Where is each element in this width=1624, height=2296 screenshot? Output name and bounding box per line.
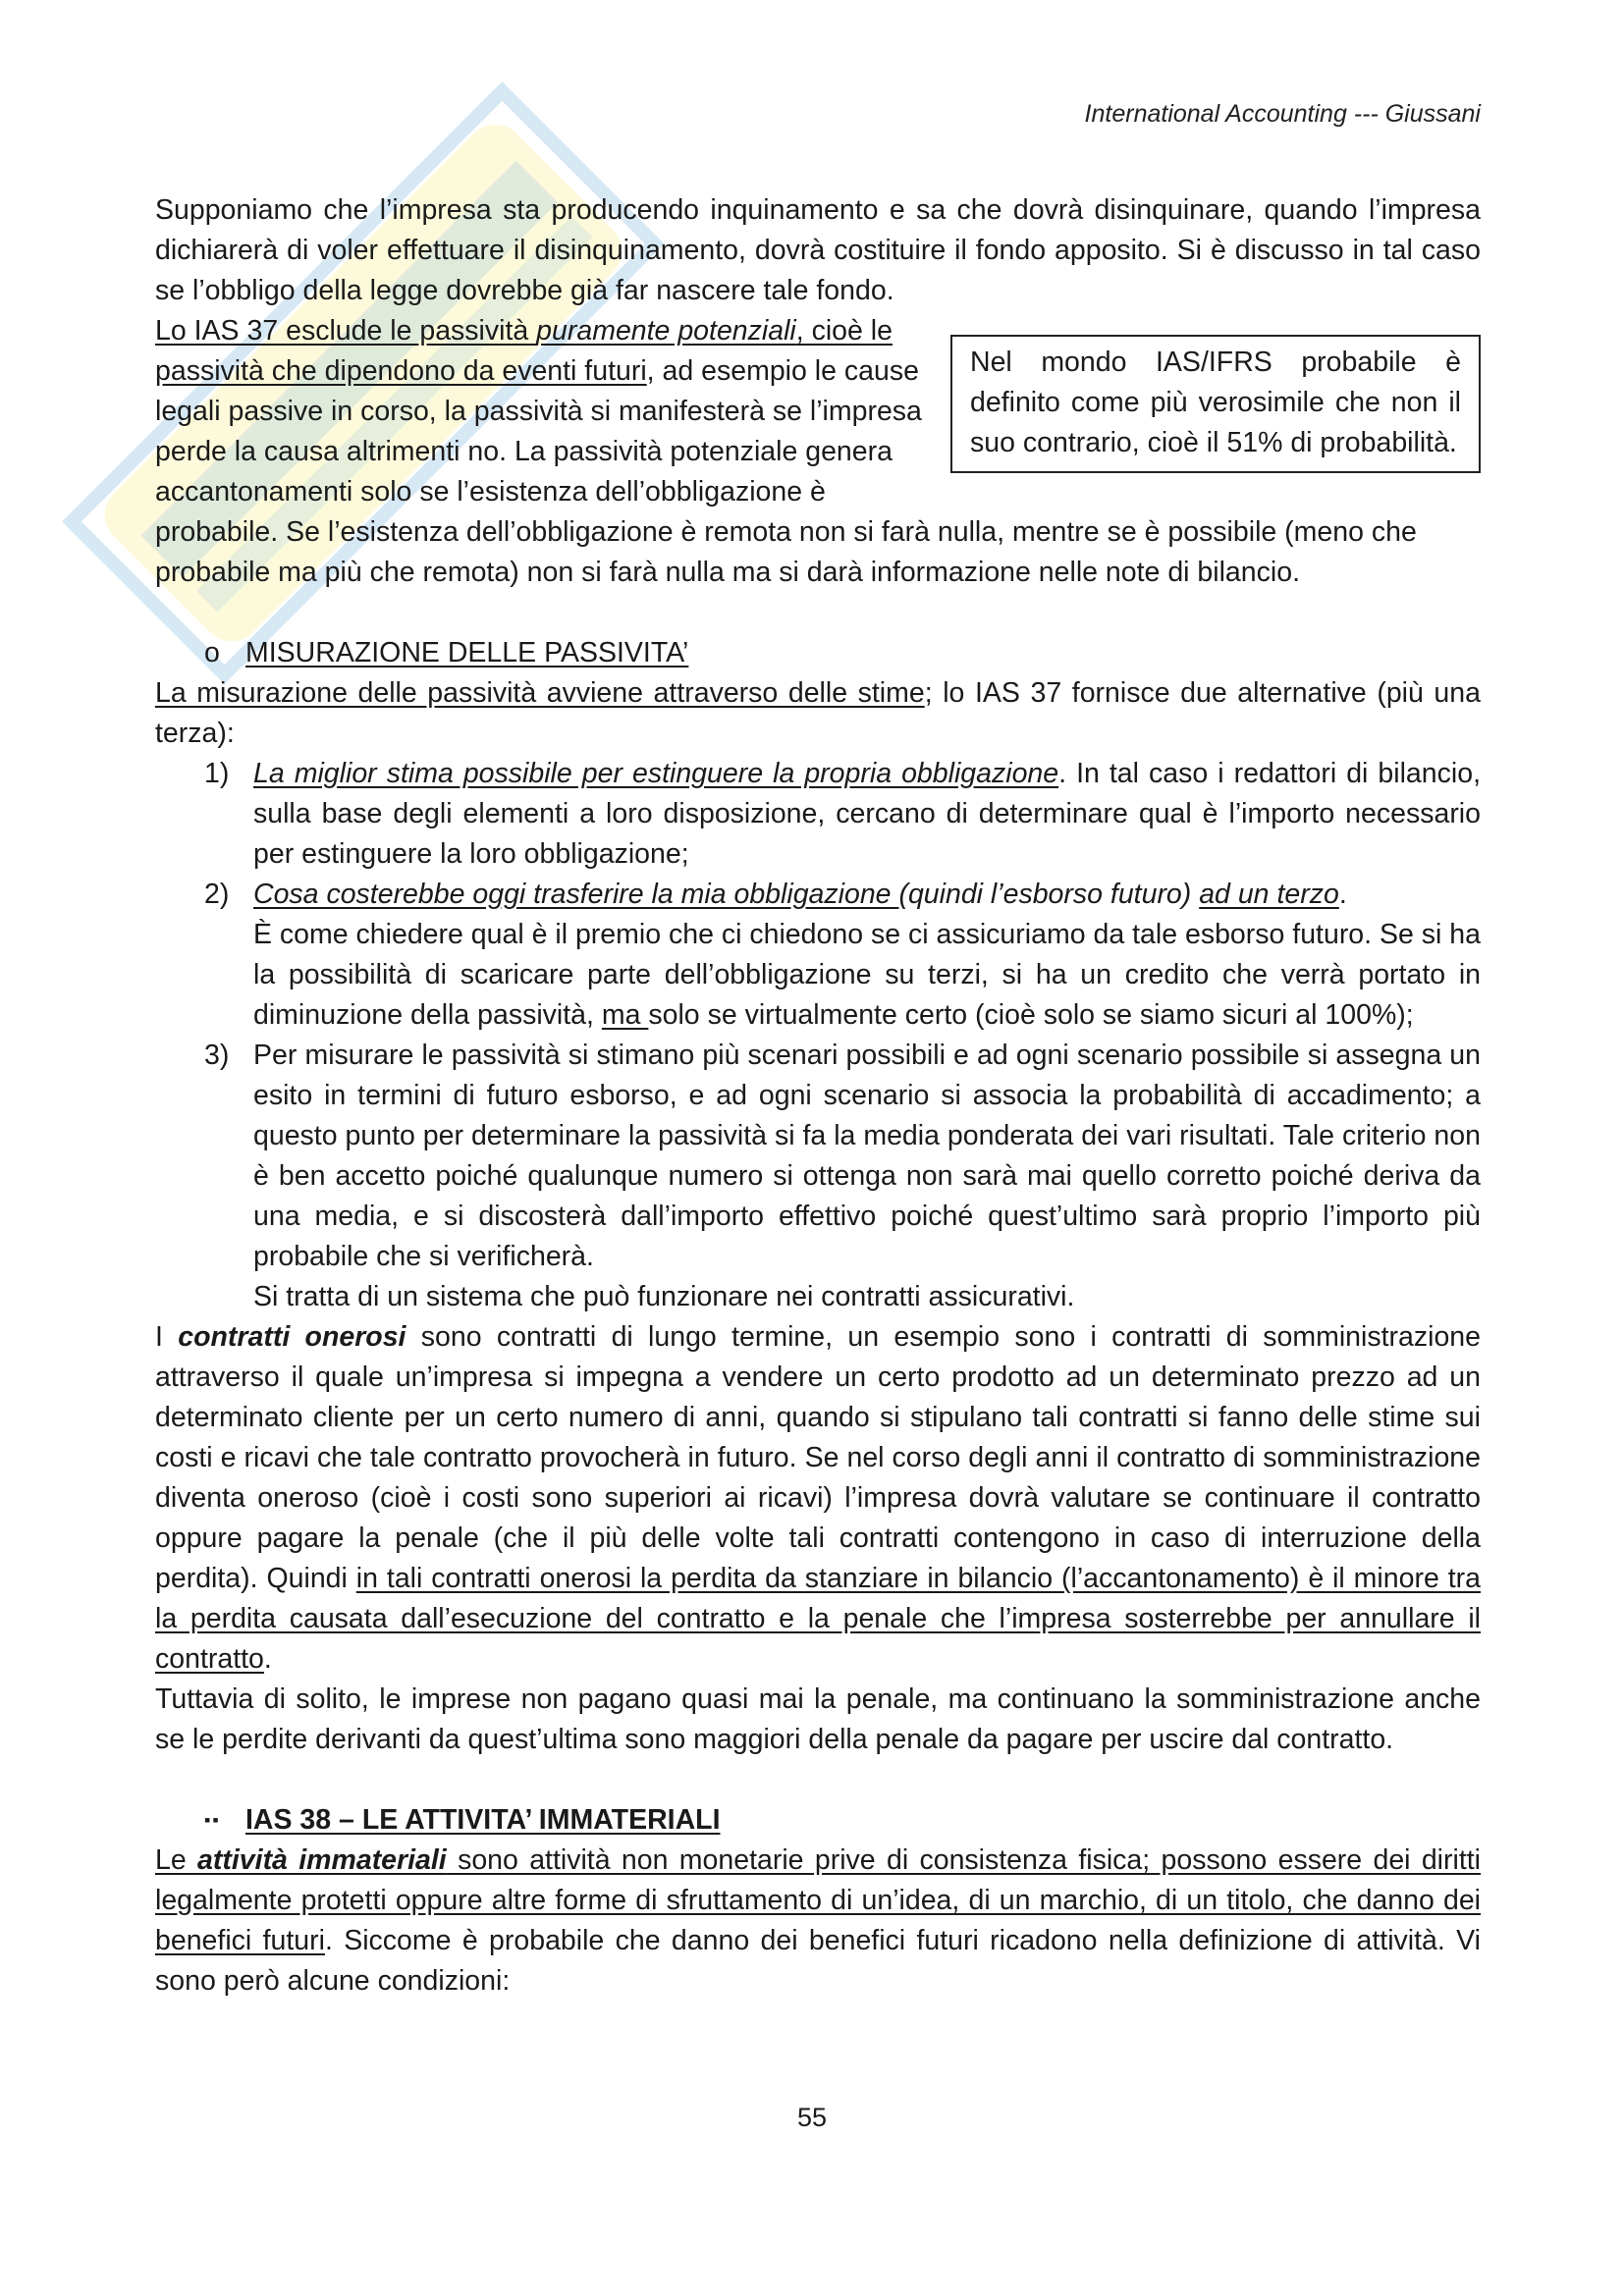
list-item-rest: . In tal caso i redattori di bilancio, sulla base degli elementi a loro disposizione, cercano di determinare qual è l’importo necessario per estinguere la loro obbligazione; [253,758,1481,870]
list-number: 2) [204,879,230,910]
paragraph-misurazione [155,673,1481,754]
onerosi-rest: sono contratti di lungo termine, un esempio sono i contratti di somministrazione attraverso il quale un’impresa si impegna a vendere un certo prodotto ad un determinato prezzo ad un determinato cliente per un certo numero di anni, quando si stipulano tali contratti si fanno delle stime sui costi e ricavi che tale contratto provocherà in futuro. Se nel corso degli anni il contratto di somministrazione diventa oneroso (cioè i costi sono superiori ai ricavi) l’impresa dovrà valutare se continuare il contratto oppure pagare la penale (che il più delle volte tali contratti contengono in caso di interruzione della perdita). Quindi [155,1321,1482,1594]
subsection-heading [155,633,1481,673]
main-content [155,190,1481,2002]
section-heading-ias38 [155,1800,1481,1841]
paragraph-attivita-immateriali [155,1841,1481,2002]
note-box-text: Nel mondo IAS/IFRS probabile è definito come più verosimile che non il suo contrario, cioè il 51% di probabilità. [970,347,1461,458]
ias37-underlined-1: Lo IAS 37 esclude le passività [155,315,537,347]
list-item-mid: (quindi l’esborso futuro) [898,879,1200,910]
onerosi-end: . [263,1643,272,1675]
immateriali-underlined-1: Le [155,1844,198,1876]
paragraph-inquinamento: Supponiamo che l’impresa sta producendo inquinamento e sa che dovrà disinquinare, quando l’impresa dichiarerà di voler effettuare il disinquinamento, dovrà costituire il fondo apposito. Si è discusso in tal caso se l’obbligo della legge dovrebbe già far nascere tale fondo. [155,194,1481,306]
list-item [155,1036,1481,1277]
ias37-underlined-2: , cioè le passività che dipendono da eventi futuri [155,315,893,387]
list-item-end: . [1338,879,1347,910]
list-item-continuation: È come chiedere qual è il premio che ci chiedono se ci assicuriamo da tale esborso futuro. Se si ha la possibilità di scaricare parte dell’obbligazione su terzi, si ha un credito che verrà portato in diminuzione della passività, [253,919,1481,1031]
spacer [155,1760,1481,1800]
subsection-heading-text: MISURAZIONE DELLE PASSIVITA’ [245,637,689,668]
immateriali-rest: . Siccome è probabile che danno dei benefici futuri ricadono nella definizione di attività. Vi sono però alcune condizioni: [155,1925,1481,1997]
list-item-lead: La miglior stima possibile per estinguere la propria obbligazione [253,758,1059,789]
list-item-text: Per misurare le passività si stimano più scenari possibili e ad ogni scenario possibile si assegna un esito in termini di futuro esborso, e ad ogni scenario si associa la probabilità di accadimento; a questo punto per determinare la passività si fa la media ponderata dei vari risultati. Tale criterio non è ben accetto poiché qualunque numero si ottenga non sarà mai quello corretto poiché deriva da una media, e si discosterà dall’importo effettivo poiché quest’ultimo sarà proprio l’importo più probabile che si verificherà. [253,1040,1481,1272]
onerosi-bold-term: contratti onerosi [178,1321,406,1353]
list-item-terzo: ad un terzo [1199,879,1339,910]
misurazione-rest: ; lo IAS 37 fornisce due alternative (più una terza): [155,677,1481,749]
onerosi-start: I [155,1321,179,1353]
list-item [155,875,1481,1036]
immateriali-bold-term: attività immateriali [197,1844,447,1876]
list-number: 3) [204,1040,230,1071]
misurazione-underlined: La misurazione delle passività avviene attraverso delle stime [155,677,925,709]
square-bullet-icon: ▪▪ [204,1810,221,1830]
list-item-lead: Cosa costerebbe oggi trasferire la mia obbligazione [253,879,899,910]
probability-note-box [950,335,1481,473]
list-item-ma: ma [601,999,649,1031]
page-number: 55 [796,2103,828,2132]
spacer [155,593,1481,633]
running-header: International Accounting --- Giussani [1084,100,1481,128]
list-number: 1) [204,758,230,789]
list-item-continuation-end: solo se virtualmente certo (cioè solo se siamo sicuri al 100%); [648,999,1414,1031]
paragraph-contratti-onerosi [155,1317,1481,1680]
onerosi-underlined: in tali contratti onerosi la perdita da stanziare in bilancio (l’accantonamento) è il minore tra la perdita causata dall’esecuzione del contratto e la penale che l’impresa sosterrebbe per annullare il contratto [155,1563,1481,1675]
immateriali-underlined-2: sono attività non monetarie prive di consistenza fisica; possono essere dei diritti legalmente protetti oppure altre forme di sfruttamento di un’idea, di un marchio, di un titolo, che danno dei benefici futuri [155,1844,1482,1956]
list-item [155,754,1481,875]
paragraph-tuttavia: Tuttavia di solito, le imprese non pagano quasi mai la penale, ma continuano la somministrazione anche se le perdite derivanti da quest’ultima sono maggiori della penale da pagare per uscire dal contratto. [155,1683,1481,1755]
section-heading-text: IAS 38 – LE ATTIVITA’ IMMATERIALI [245,1804,721,1836]
measurement-list [155,754,1481,1277]
circle-bullet-icon: o [204,637,220,668]
ias37-rest: , ad esempio le cause legali passive in corso, la passività si manifesterà se l’impresa perde la causa altrimenti no. La passività potenziale genera accantonamenti solo se l’esistenza dell’obbligazione è probabile. Se l’esistenza dell’obbligazione è remota non si farà nulla, mentre se è possibile (meno che probabile ma più che remota) non si farà nulla ma si darà informazione nelle note di bilancio. [155,355,1417,588]
ias37-italic-term: puramente potenziali [536,315,796,347]
list-closing-line: Si tratta di un sistema che può funzionare nei contratti assicurativi. [253,1281,1075,1312]
